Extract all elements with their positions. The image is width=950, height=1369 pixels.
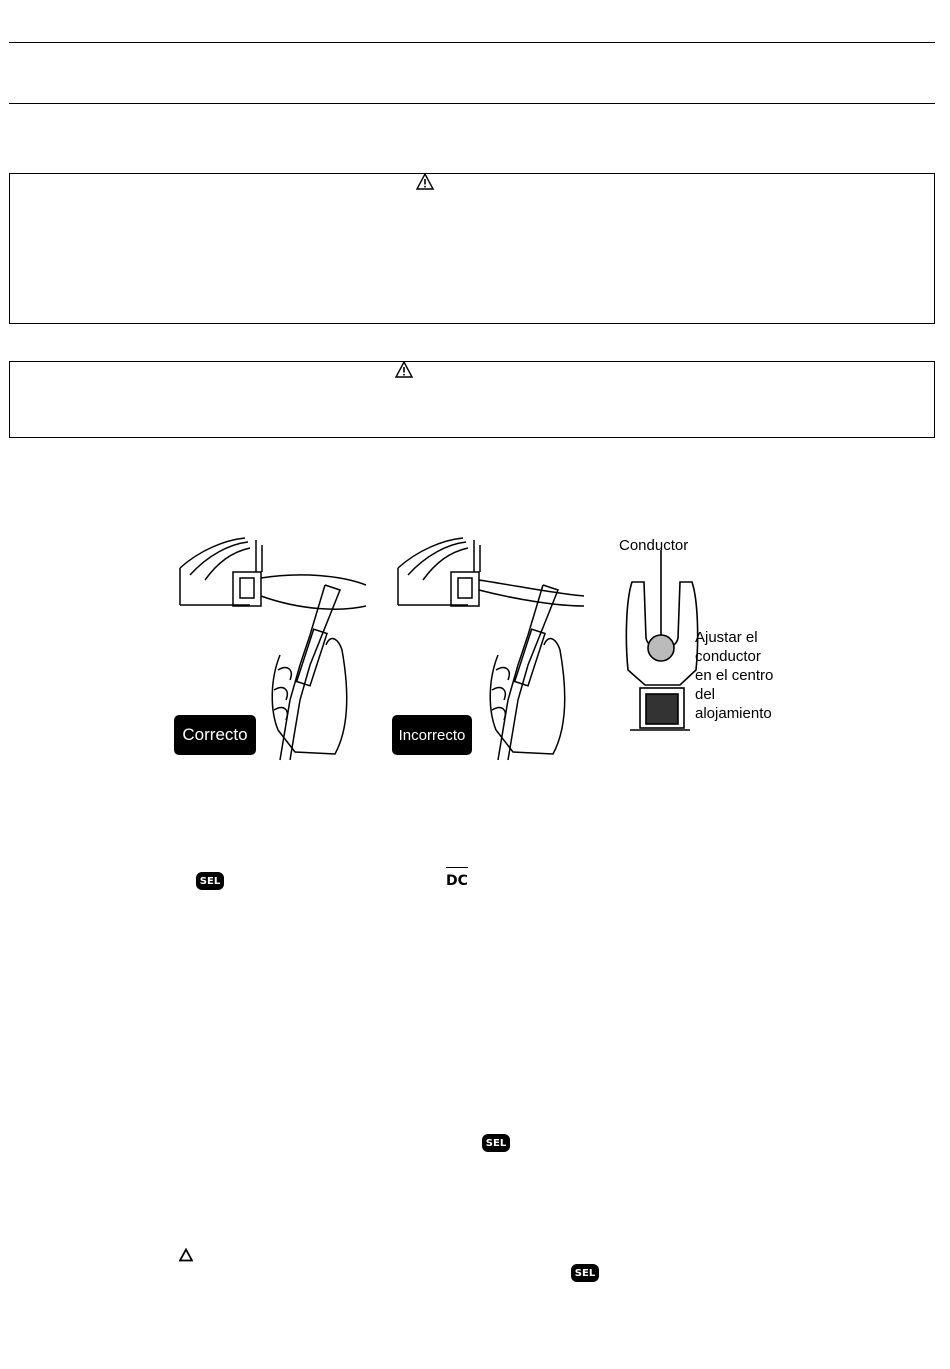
sel-key-icon: SEL <box>196 872 224 890</box>
panel-incorrect-label: Incorrecto <box>392 715 472 755</box>
header-rule-top <box>9 42 935 43</box>
warning-triangle-icon <box>416 173 434 190</box>
clamp-jaw-drawing <box>626 550 697 730</box>
panel-correct-label: Correcto <box>174 715 256 755</box>
dc-label: DC <box>446 873 468 889</box>
warning-triangle-icon <box>395 361 413 378</box>
warning-box-1 <box>9 173 935 324</box>
adjust-line-4: del <box>695 686 716 703</box>
sel-key-icon: SEL <box>482 1134 510 1152</box>
conductor-label: Conductor <box>619 537 689 554</box>
adjust-line-1: Ajustar el <box>695 629 758 646</box>
adjust-line-3: en el centro <box>695 667 774 684</box>
delta-triangle-icon <box>179 1248 193 1262</box>
dc-bar <box>446 867 468 873</box>
header-rule-bottom <box>9 103 935 104</box>
adjust-line-5: alojamiento <box>695 705 772 722</box>
warning-box-2 <box>9 361 935 438</box>
adjust-line-2: conductor <box>695 648 761 665</box>
sel-key-icon: SEL <box>571 1264 599 1282</box>
dc-symbol-icon <box>446 867 468 889</box>
clamp-usage-figure <box>170 530 790 765</box>
